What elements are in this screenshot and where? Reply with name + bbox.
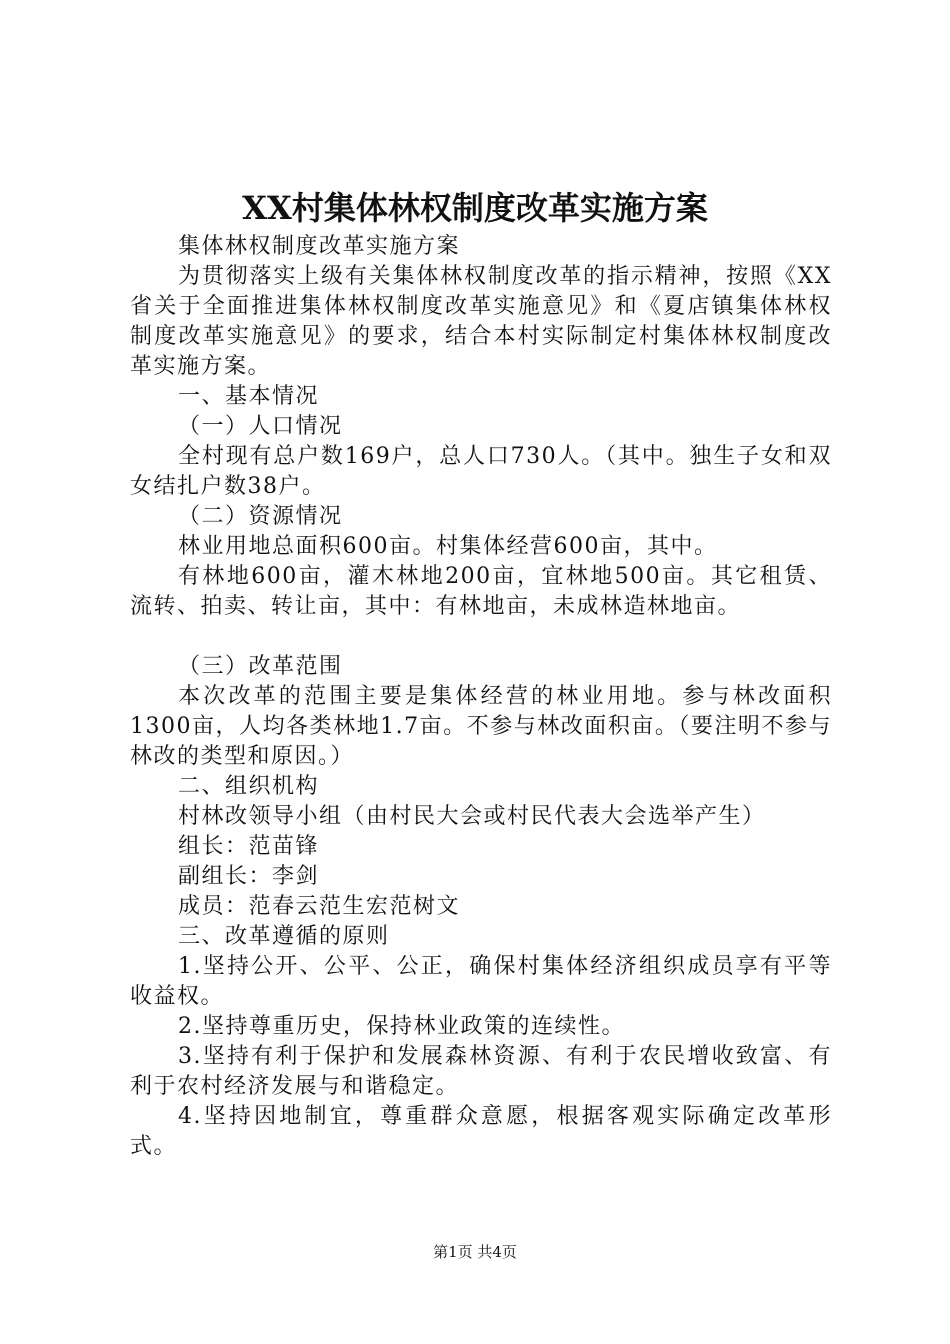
subsection-heading-population: （一）人口情况 xyxy=(178,414,343,439)
section-heading-basic-situation: 一、基本情况 xyxy=(178,384,320,409)
paragraph-group-leader: 组长：范苗锋 xyxy=(178,834,320,859)
paragraph-intro: 为贯彻落实上级有关集体林权制度改革的指示精神，按照《XX省关于全面推进集体林权制度改革实施意见》和《夏店镇集体林权制度改革实施意见》的要求，结合本村实际制定村集体林权制度改革实施方案。 xyxy=(130,264,832,379)
paragraph-forest-land-total: 林业用地总面积600亩。村集体经营600亩，其中。 xyxy=(178,534,718,559)
paragraph-subtitle: 集体林权制度改革实施方案 xyxy=(178,234,461,259)
paragraph-reform-scope: 本次改革的范围主要是集体经营的林业用地。参与林改面积1300亩，人均各类林地1.7亩。不参与林改面积亩。（要注明不参与林改的类型和原因。） xyxy=(130,684,832,769)
section-heading-organization: 二、组织机构 xyxy=(178,774,320,799)
section-heading-principles: 三、改革遵循的原则 xyxy=(178,924,390,949)
paragraph-members: 成员：范春云范生宏范树文 xyxy=(178,894,461,919)
subsection-heading-reform-scope: （三）改革范围 xyxy=(178,654,343,679)
principle-item-1: 1.坚持公开、公平、公正，确保村集体经济组织成员享有平等收益权。 xyxy=(130,954,832,1009)
subsection-heading-resources: （二）资源情况 xyxy=(178,504,343,529)
paragraph-deputy-leader: 副组长：李剑 xyxy=(178,864,320,889)
principle-item-4: 4.坚持因地制宜，尊重群众意愿，根据客观实际确定改革形式。 xyxy=(130,1104,832,1159)
document-body xyxy=(130,232,832,1162)
page-footer: 第1页 共4页 xyxy=(433,1243,517,1261)
principle-item-3: 3.坚持有利于保护和发展森林资源、有利于农民增收致富、有利于农村经济发展与和谐稳定。 xyxy=(130,1044,832,1099)
paragraph-forest-land-detail: 有林地600亩，灌木林地200亩，宜林地500亩。其它租赁、流转、拍卖、转让亩，其中：有林地亩，未成林造林地亩。 xyxy=(130,564,832,619)
page-title: XX村集体林权制度改革实施方案 xyxy=(242,189,708,227)
principle-item-2: 2.坚持尊重历史，保持林业政策的连续性。 xyxy=(178,1014,625,1039)
paragraph-leading-group: 村林改领导小组（由村民大会或村民代表大会选举产生） xyxy=(178,804,766,829)
paragraph-population: 全村现有总户数169户，总人口730人。（其中。独生子女和双女结扎户数38户。 xyxy=(130,444,832,499)
